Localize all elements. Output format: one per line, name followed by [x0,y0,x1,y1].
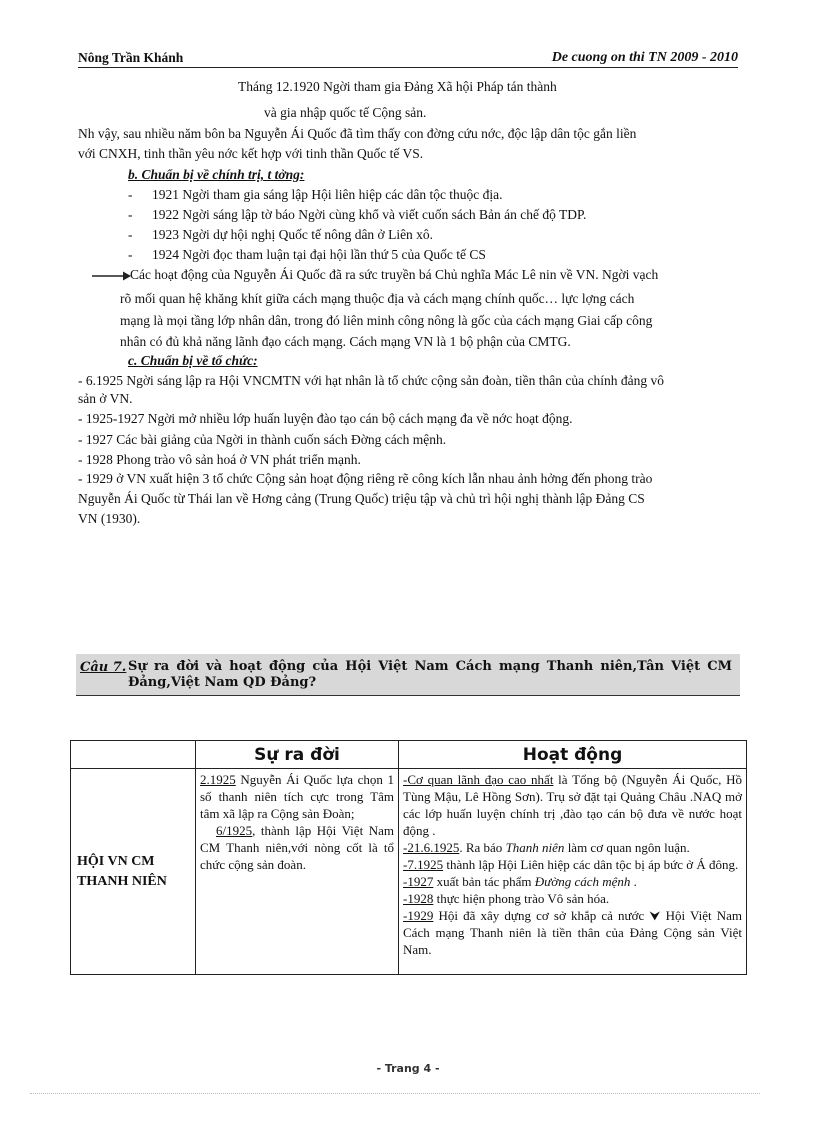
section-b-item: 1924 Ngời đọc tham luận tại đại hội lần thứ 5 của Quốc tế CS [152,247,486,262]
activity-text: là Tổng bộ (Nguyễn Ái Quốc, Hồ Tùng Mậu, Lê Hồng Sơn). Trụ sở đặt tại Quảng Châu .NAQ mở các lớp huấn luyện chính trị ,đào tạo cán bộ đưa về nước hoạt động . [403,772,743,838]
intro-paragraph-2: với CNXH, tinh thần yêu nớc kết hợp với tinh thần Quốc tế VS. [78,146,424,161]
origin-date: 6/1925 [216,823,253,838]
activity-text: . [630,874,637,889]
intro-line-1: Tháng 12.1920 Ngời tham gia Đảng Xã hội Pháp tán thành [238,79,557,94]
activity-text: xuất bản tác phẩm [433,874,535,889]
author-name: Nông Trần Khánh [78,50,184,65]
section-b-summary: nhân có đủ khả năng lãnh đạo cách mạng. Cách mạng VN là 1 bộ phận của CMTG. [120,334,571,349]
origin-cell [196,769,399,975]
section-c-line: sản ở VN. [78,391,133,406]
section-c-line: - 1925-1927 Ngời mở nhiều lớp huấn luyện đào tạo cán bộ cách mạng đa về nớc hoạt động. [78,411,573,426]
course-title: De cuong on thi TN 2009 - 2010 [551,50,738,65]
bullet-dash: - [128,247,133,262]
activity-text: . Ra báo [459,840,506,855]
activity-text: thực hiện phong trào Vô sản hóa. [433,891,610,906]
row-label-line: THANH NIÊN [77,873,167,889]
comparison-table [70,740,747,975]
origin-date: 2.1925 [200,772,236,787]
section-b-summary: rõ mối quan hệ khăng khít giữa cách mạng thuộc địa và cách mạng chính quốc… lực lợng cách [120,291,635,306]
activity-date: -21.6.1925 [403,840,460,855]
activity-text: thành lập Hội Liên hiệp các dân tộc bị áp bức ở Á đông. [443,857,739,872]
table-header-cell: Sự ra đời [196,741,399,769]
activity-date: -Cơ quan lãnh đạo cao nhất [403,772,554,787]
activity-entry [403,771,742,839]
activity-entry [403,856,742,873]
table-header-row [71,741,747,769]
row-label [71,769,196,975]
bullet-dash: - [128,187,133,202]
table-row [71,769,747,975]
section-c-line: - 1927 Các bài giảng của Ngời in thành cuốn sách Đờng cách mệnh. [78,432,447,447]
section-b-item: 1923 Ngời dự hội nghị Quốc tế nông dân ở Liên xô. [152,227,434,242]
section-c-line: VN (1930). [78,511,141,526]
intro-paragraph-1: Nh vậy, sau nhiều năm bôn ba Nguyễn Ái Quốc đã tìm thấy con đờng cứu nớc, độc lập dân tộc gắn liền [78,126,637,141]
section-b-item: 1921 Ngời tham gia sáng lập Hội liên hiệp các dân tộc thuộc địa. [152,187,503,202]
activity-date: -1927 [403,874,434,889]
newspaper-title: Thanh niên [505,840,565,855]
section-c-line: - 1929 ở VN xuất hiện 3 tổ chức Cộng sản hoạt động riêng rẽ công kích lẫn nhau ảnh hởng đến phong trào [78,471,653,486]
origin-text: , thành lập Hội Việt Nam CM Thanh niên,với nòng cốt là tổ chức cộng sản đoàn. [200,823,394,872]
page-bottom-divider [30,1093,760,1094]
arrow-right-icon [92,270,132,282]
section-c-line: - 1928 Phong trào vô sản hoá ở VN phát triển mạnh. [78,452,361,467]
intro-line-2: và gia nhập quốc tế Cộng sản. [264,105,427,120]
activity-cell [399,769,747,975]
section-c-heading: c. Chuẩn bị về tổ chức: [128,353,258,368]
activity-date: -1929 [403,908,434,923]
activity-entry [403,873,742,890]
section-b-summary: Các hoạt động của Nguyễn Ái Quốc đã ra sức truyền bá Chủ nghĩa Mác Lê nin về VN. Ngời vạch [130,267,659,282]
activity-entry [403,890,742,907]
question-heading-box [76,654,740,696]
page-number: - Trang 4 - [376,1062,440,1075]
activity-date: -7.1925 [403,857,444,872]
question-text: Sự ra đời và hoạt động của Hội Việt Nam Cách mạng Thanh niên,Tân Việt CM Đảng,Việt Nam QD Đảng? [128,659,732,690]
bullet-dash: - [128,207,133,222]
section-b-summary: mạng là mọi tầng lớp nhân dân, trong đó liên minh công nông là gốc của cách mạng Giai cấp công [120,313,653,328]
page-header [78,48,738,68]
question-number: Câu 7. [80,660,127,675]
row-label-line: HỘI VN CM [77,853,155,869]
activity-entry [403,907,742,958]
activity-date: -1928 [403,891,434,906]
section-b-heading: b. Chuẩn bị về chính trị, t tởng: [128,167,305,182]
table-header-cell: Hoạt động [399,741,747,769]
section-c-line: - 6.1925 Ngời sáng lập ra Hội VNCMTN với hạt nhân là tổ chức cộng sản đoàn, tiền thân của chính đảng vô [78,373,664,388]
activity-text: làm cơ quan ngôn luận. [564,840,690,855]
section-c-line: Nguyễn Ái Quốc từ Thái lan về Hơng cảng (Trung Quốc) triệu tập và chủ trì hội nghị thành lập Đảng CS [78,491,645,506]
table-header-cell [71,741,196,769]
activity-entry [403,839,742,856]
origin-text: Nguyễn Ái Quốc lựa chọn 1 số thanh niên tích cực trong Tâm tâm xã lập ra Cộng sản Đoàn; [200,772,394,821]
section-b-item: 1922 Ngời sáng lập tờ báo Ngời cùng khổ và viết cuốn sách Bản án chế độ TDP. [152,207,587,222]
book-title: Đường cách mệnh [534,874,631,889]
activity-text: Hội đã xây dựng cơ sở khắp cả nước ⮟ Hội Việt Nam Cách mạng Thanh niên là tiền thân của Đảng Cộng sản Việt Nam. [403,908,742,957]
bullet-dash: - [128,227,133,242]
